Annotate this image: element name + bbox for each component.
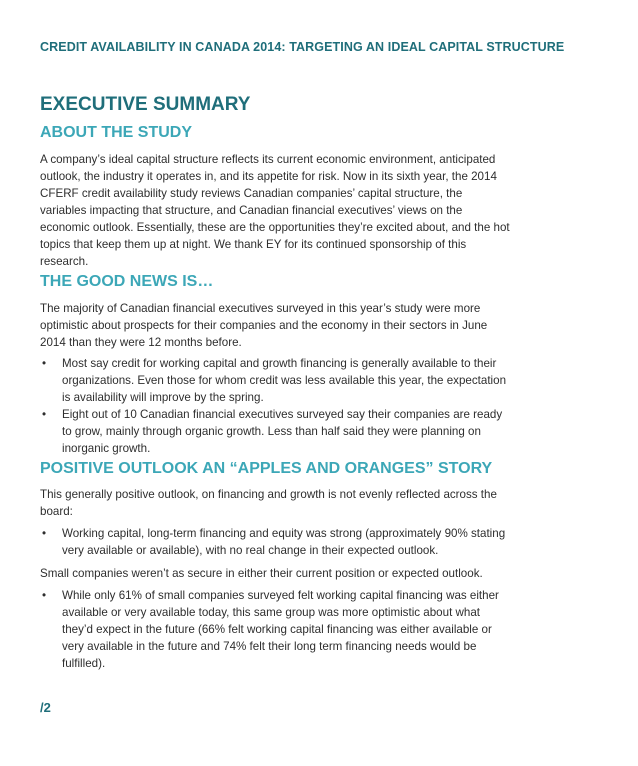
page-title: EXECUTIVE SUMMARY [40,94,251,115]
section-heading-about: ABOUT THE STUDY [40,124,192,141]
outlook-paragraph-2: Small companies weren’t as secure in either their current position or expected outlook. [40,567,483,580]
page-number: /2 [40,700,51,715]
list-item [40,406,510,457]
about-paragraph: A company’s ideal capital structure reflects its current economic environment, anticipated outlook, the industry it operates in, and its appetite for risk. Now in its sixth year, the 2014 CFERF credit availability study reviews Canadian companies’ capital structure, the variables impacting that structure, and Canadian financial executives’ views on the economic outlook. Essentially, these are the opportunities they’re excited about, and the hot topics that keep them up at night. We thank EY for its continued sponsorship of this research. [40,153,510,268]
outlook-bullet-list-1 [40,525,510,559]
good-news-paragraph: The majority of Canadian financial executives surveyed in this year’s study were more optimistic about prospects for their companies and the economy in their sectors in June 2014 than they were 12 months before. [40,302,488,349]
bullet-icon: • [42,589,47,602]
section-positive-outlook [40,459,510,672]
bullet-text: While only 61% of small companies surveyed felt working capital financing was either available or very available today, this same group was more optimistic about what they’d expect in the future (66% felt working capital financing was either available or very available in the future and 74% felt their long term financing needs would be fulfilled). [62,589,499,670]
section-heading-outlook: POSITIVE OUTLOOK AN “APPLES AND ORANGES” STORY [40,460,493,477]
outlook-paragraph-1: This generally positive outlook, on financing and growth is not evenly reflected across the board: [40,488,497,518]
list-item [40,525,510,559]
bullet-text: Most say credit for working capital and growth financing is generally available to their organizations. Even those for whom credit was less available this year, the expectation is availability will improve by the spring. [62,357,507,404]
list-item [40,587,510,672]
section-about-the-study [40,123,510,270]
bullet-text: Working capital, long-term financing and equity was strong (approximately 90% stating very available or available), with no real change in their expected outlook. [62,527,506,557]
bullet-icon: • [42,357,47,370]
list-item [40,355,510,406]
section-heading-good-news: THE GOOD NEWS IS… [40,273,214,290]
section-good-news [40,272,510,457]
bullet-icon: • [42,408,47,421]
good-news-bullet-list [40,355,510,457]
bullet-text: Eight out of 10 Canadian financial executives surveyed say their companies are ready to grow, mainly through organic growth. Less than half said they were planning on inorganic growth. [62,408,503,455]
bullet-icon: • [42,527,47,540]
running-header: CREDIT AVAILABILITY IN CANADA 2014: TARGETING AN IDEAL CAPITAL STRUCTURE [40,40,565,54]
outlook-bullet-list-2 [40,587,510,672]
